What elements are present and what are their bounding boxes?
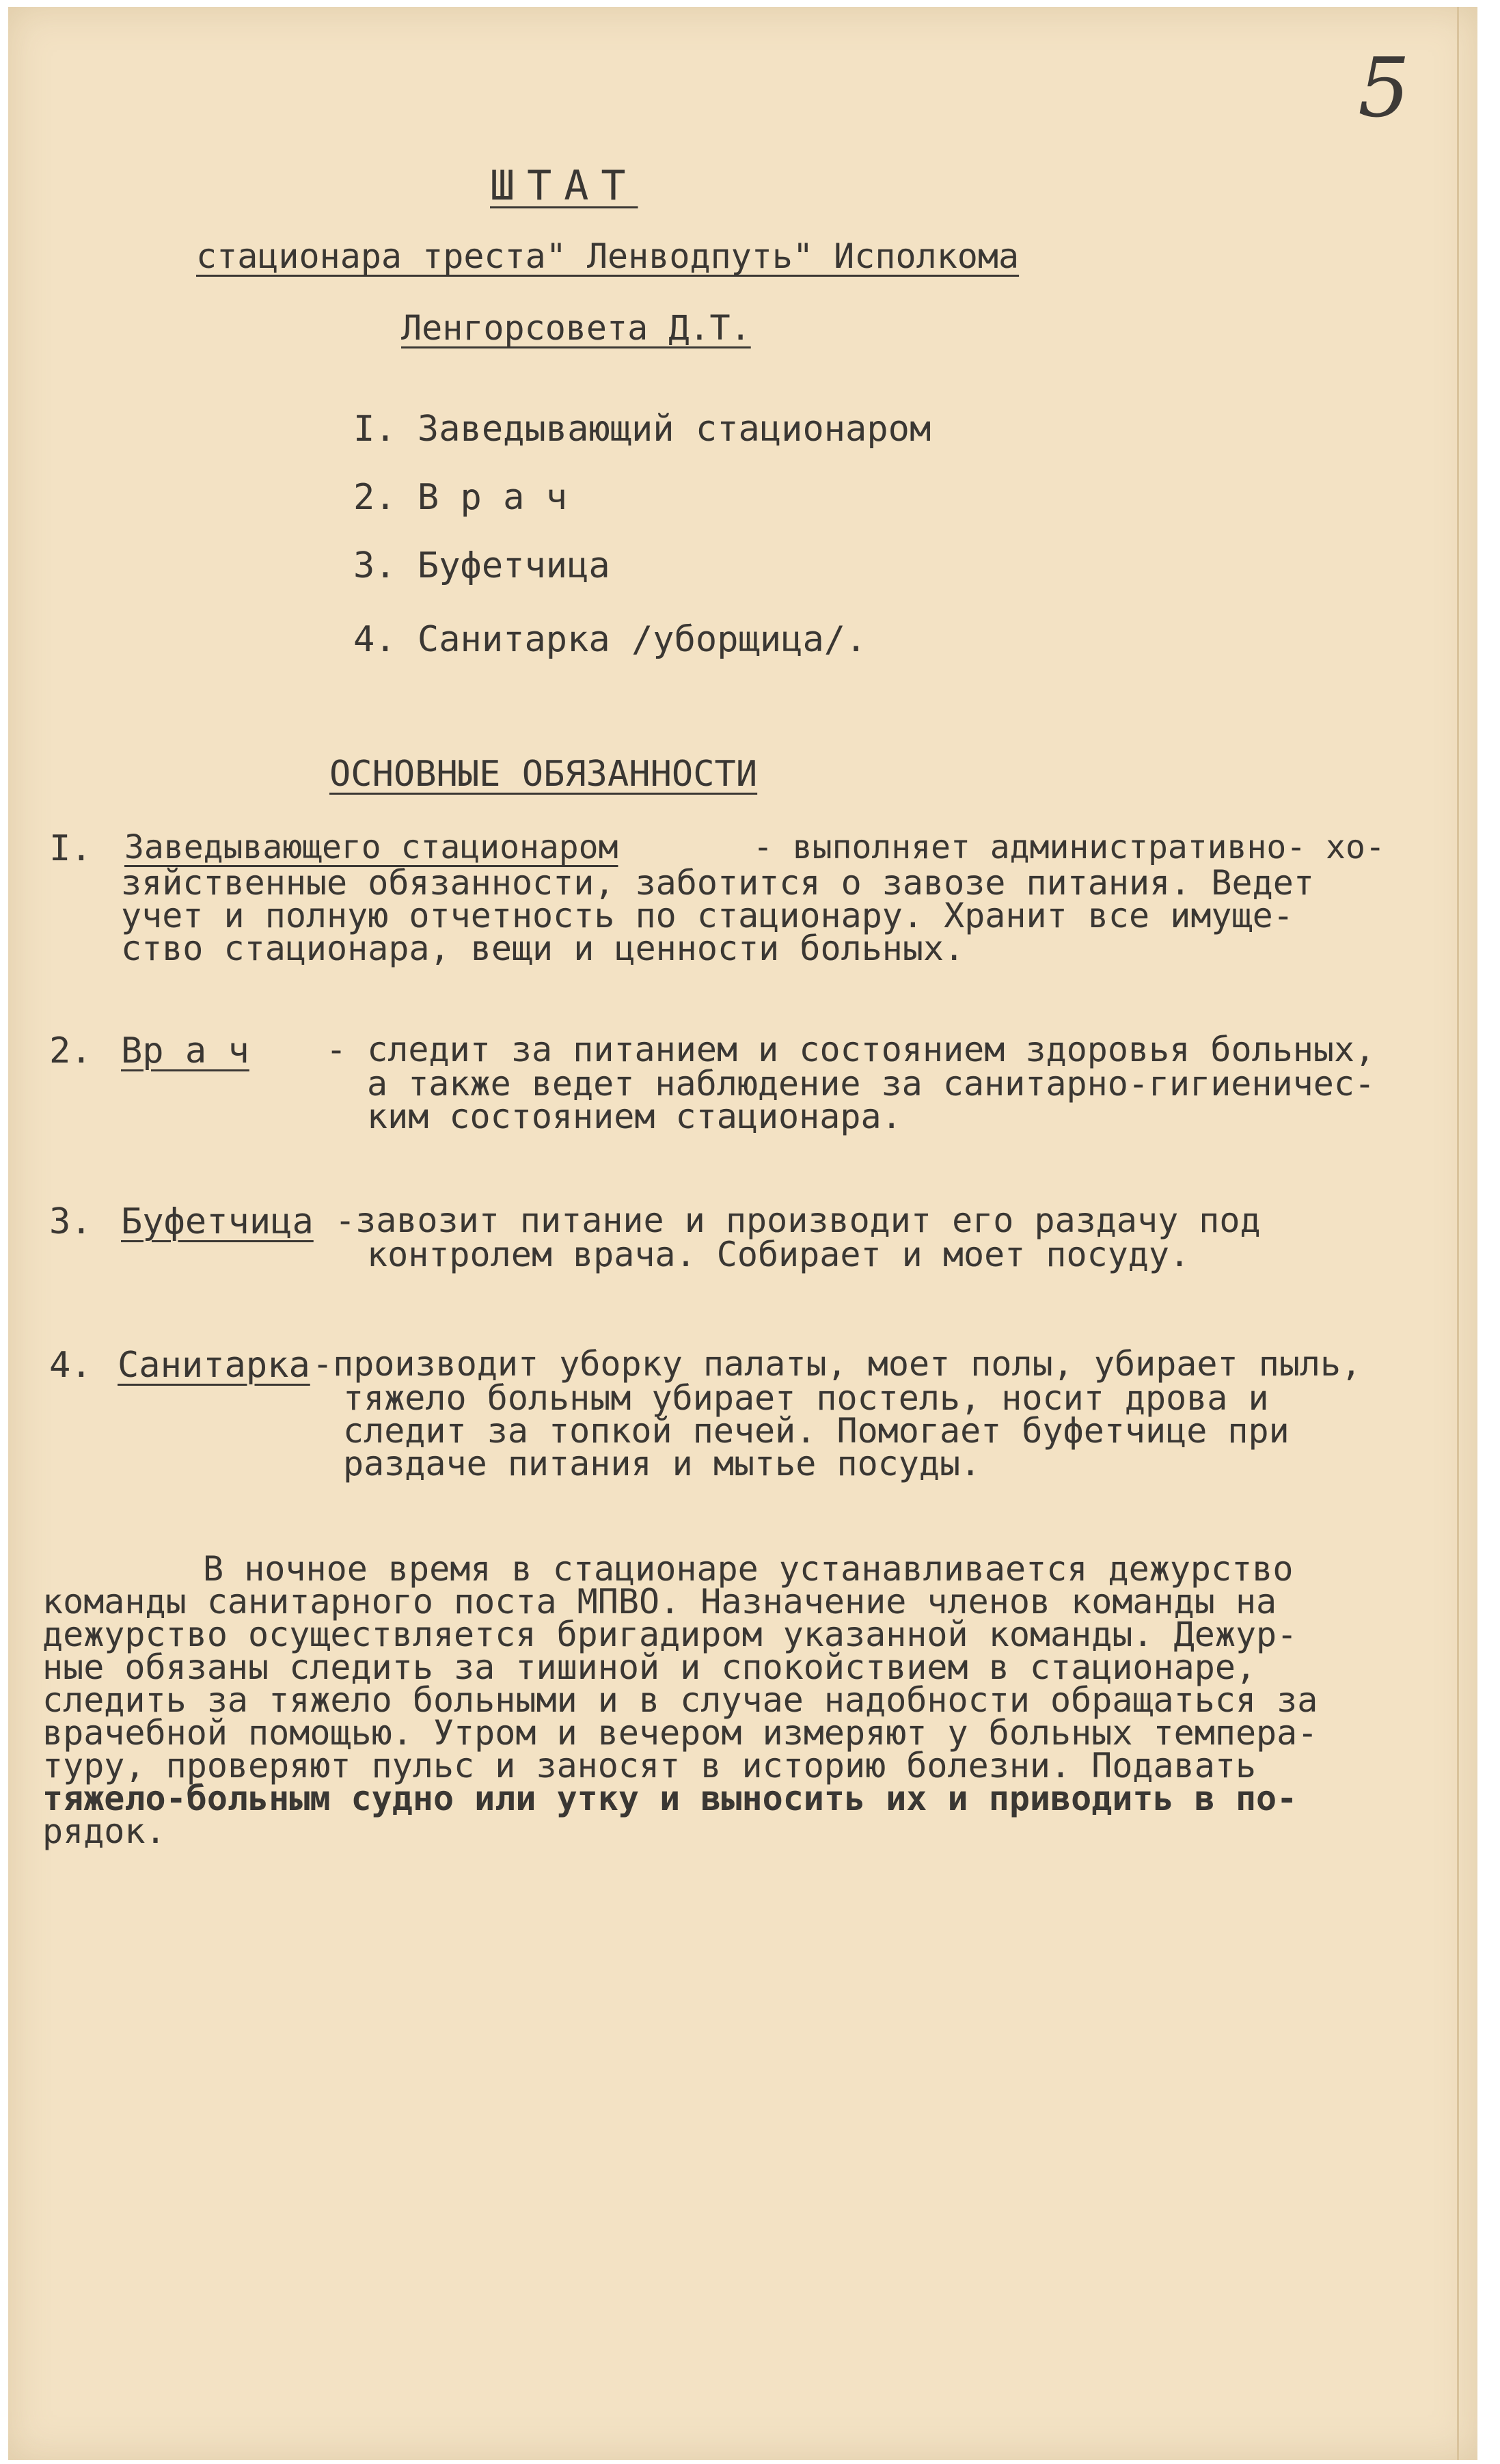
document-title: ШТАТ xyxy=(490,162,638,210)
duty-2-number: 2. xyxy=(49,1030,92,1071)
night-paragraph-line2: команды санитарного поста МПВО. Назначение членов команды на xyxy=(42,1582,1277,1621)
night-paragraph-line6: врачебной помощью. Утром и вечером измеряют у больных темпера- xyxy=(42,1713,1318,1753)
duty-2-line3: ким состоянием стационара. xyxy=(367,1097,902,1136)
duty-2-line1: - следит за питанием и состоянием здоровья больных, xyxy=(326,1030,1376,1069)
staff-item-3: 3. Буфетчица xyxy=(353,545,610,586)
duty-1-number: I. xyxy=(49,828,92,869)
duty-3-number: 3. xyxy=(49,1201,92,1242)
night-paragraph-line4: ные обязаны следить за тишиной и спокойствием в стационаре, xyxy=(42,1647,1257,1687)
duty-3-line1: -завозит питание и производит его раздачу под xyxy=(335,1201,1261,1240)
duty-3-role: Буфетчица xyxy=(121,1201,314,1242)
page-edge-line xyxy=(1457,7,1459,2460)
document-subtitle-line1: стационара треста" Ленводпуть" Исполкома xyxy=(196,236,1020,276)
document-page xyxy=(8,7,1477,2460)
night-paragraph-line5: следить за тяжело больными и в случае надобности обращаться за xyxy=(42,1680,1318,1720)
duties-heading: ОСНОВНЫЕ ОБЯЗАННОСТИ xyxy=(329,754,758,795)
duty-1-line3: учет и полную отчетность по стационару. Хранит все имуще- xyxy=(121,896,1294,935)
duty-1-role: Заведывающего стационаром xyxy=(124,828,618,866)
duty-4-number: 4. xyxy=(49,1345,92,1386)
duty-2-role: Вр а ч xyxy=(121,1030,249,1071)
night-paragraph-line7: туру, проверяют пульс и заносят в историю болезни. Подавать xyxy=(42,1746,1257,1785)
duty-4-line1: -производит уборку палаты, моет полы, убирает пыль, xyxy=(312,1344,1362,1384)
staff-item-2: 2. В р а ч xyxy=(353,477,568,518)
staff-item-1: I. Заведывающий стационаром xyxy=(353,409,931,450)
duty-4-line2: тяжело больным убирает постель, носит дрова и xyxy=(343,1378,1269,1418)
night-paragraph-line3: дежурство осуществляется бригадиром указанной команды. Дежур- xyxy=(42,1615,1298,1654)
duty-4-role: Санитарка xyxy=(118,1345,310,1386)
duty-4-line4: раздаче питания и мытье посуды. xyxy=(343,1444,981,1483)
staff-item-4: 4. Санитарка /уборщица/. xyxy=(353,619,867,660)
duty-2-line2: а также ведет наблюдение за санитарно-гигиеничес- xyxy=(367,1064,1376,1104)
duty-3-line2: контролем врача. Собирает и моет посуду. xyxy=(367,1235,1190,1274)
duty-4-line3: следит за топкой печей. Помогает буфетчице при xyxy=(343,1411,1290,1451)
document-subtitle-line2: Ленгорсовета Д.Т. xyxy=(401,308,751,348)
night-paragraph-line9: рядок. xyxy=(42,1811,166,1851)
night-paragraph-line1: В ночное время в стационаре устанавливается дежурство xyxy=(203,1549,1294,1589)
duty-1-line2: зяйственные обязанности, заботится о завозе питания. Ведет xyxy=(121,863,1314,903)
night-paragraph-line8: тяжело-больным судно или утку и выносить их и приводить в по- xyxy=(42,1779,1298,1818)
page-number: 5 xyxy=(1358,41,1410,136)
duty-1-line4: ство стационара, вещи и ценности больных. xyxy=(121,929,965,968)
duty-1-line1: - выполняет административно- хо- xyxy=(753,828,1385,866)
